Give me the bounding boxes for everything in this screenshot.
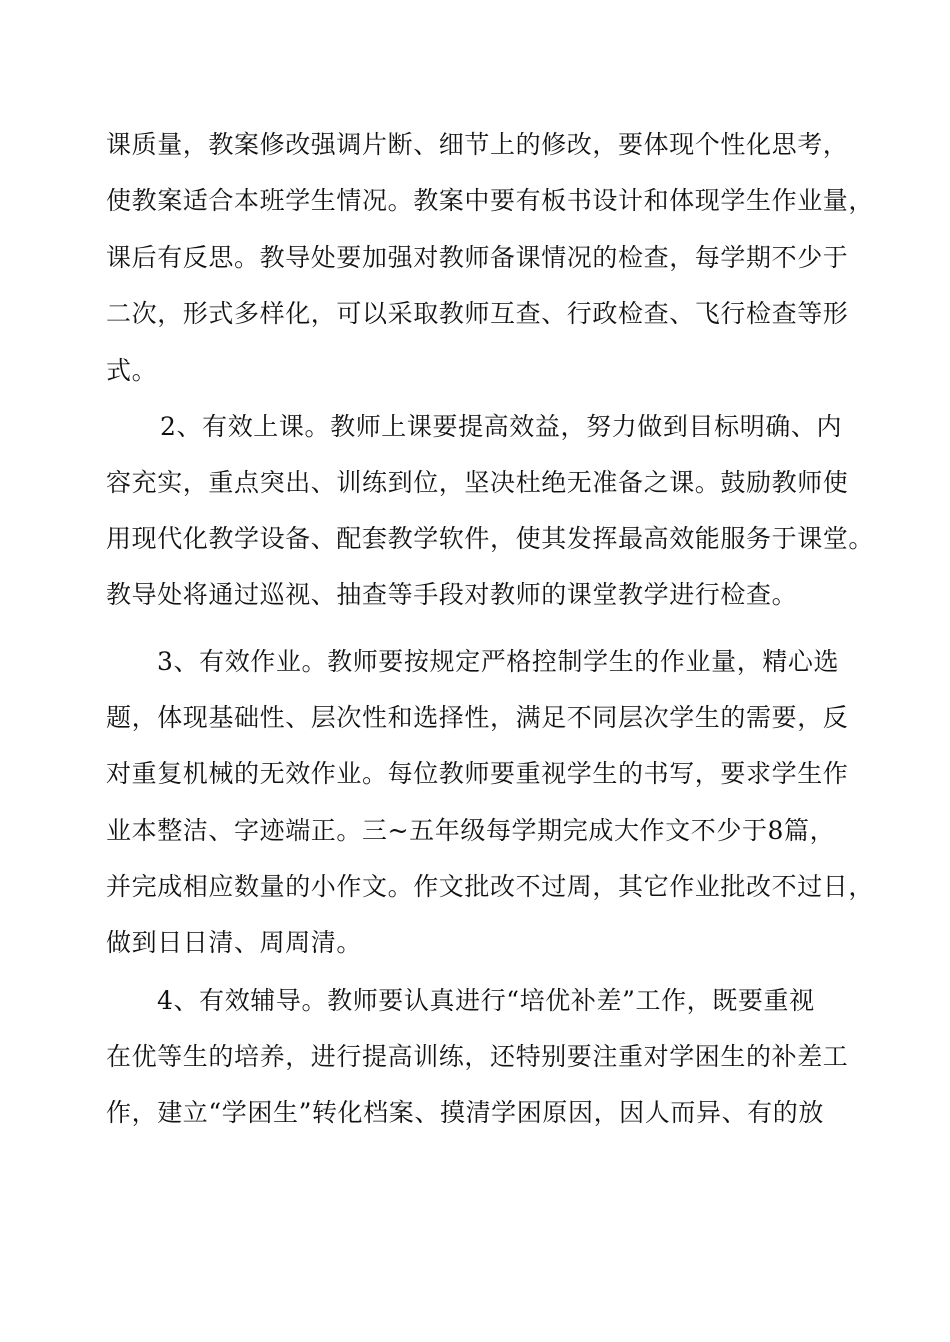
text-line: 题，体现基础性、层次性和选择性，满足不同层次学生的需要，反 xyxy=(106,703,849,732)
text-line: 二次，形式多样化，可以采取教师互查、行政检查、飞行检查等形 xyxy=(106,299,849,328)
paragraph-start-line: 2、有效上课。教师上课要提高效益，努力做到目标明确、内 xyxy=(160,412,843,441)
text-line: 在优等生的培养，进行提高训练，还特别要注重对学困生的补差工 xyxy=(106,1042,849,1071)
text-line: 业本整洁、字迹端正。三~五年级每学期完成大作文不少于8篇， xyxy=(106,816,836,845)
text-line: 用现代化教学设备、配套教学软件，使其发挥最高效能服务于课堂。 xyxy=(106,524,875,553)
text-line: 对重复机械的无效作业。每位教师要重视学生的书写，要求学生作 xyxy=(106,759,849,788)
text-line: 教导处将通过巡视、抽查等手段对教师的课堂教学进行检查。 xyxy=(106,580,798,609)
text-line: 作，建立“学困生”转化档案、摸清学困原因，因人而异、有的放 xyxy=(106,1098,824,1127)
text-line: 使教案适合本班学生情况。教案中要有板书设计和体现学生作业量， xyxy=(106,186,875,215)
text-line: 课质量，教案修改强调片断、细节上的修改，要体现个性化思考， xyxy=(106,130,849,159)
text-line: 式。 xyxy=(106,356,158,385)
text-line: 做到日日清、周周清。 xyxy=(106,928,363,957)
text-line: 并完成相应数量的小作文。作文批改不过周，其它作业批改不过日， xyxy=(106,872,875,901)
paragraph-start-line: 4、有效辅导。教师要认真进行“培优补差”工作，既要重视 xyxy=(157,986,815,1015)
text-line: 课后有反思。教导处要加强对教师备课情况的检查，每学期不少于 xyxy=(106,243,849,272)
text-line: 容充实，重点突出、训练到位，坚决杜绝无准备之课。鼓励教师使 xyxy=(106,468,849,497)
paragraph-start-line: 3、有效作业。教师要按规定严格控制学生的作业量，精心选 xyxy=(157,647,840,676)
